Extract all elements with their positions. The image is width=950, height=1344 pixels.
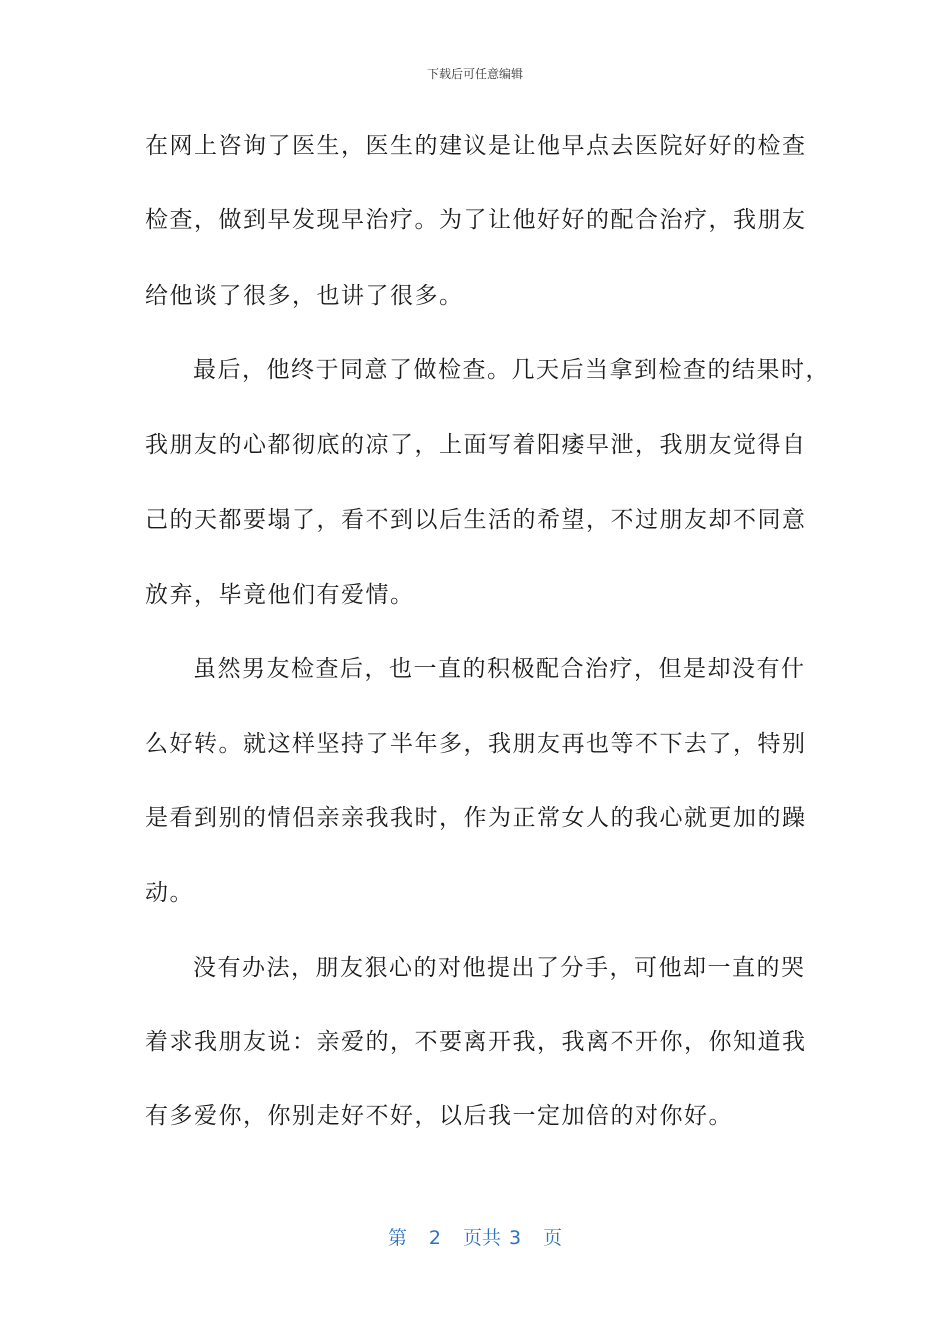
paragraph-4-line-3: 有多爱你，你别走好不好，以后我一定加倍的对你好。 [145, 1103, 733, 1129]
footer-total-pages: 3 [509, 1227, 522, 1249]
paragraph-2-line-3: 己的天都要塌了，看不到以后生活的希望，不过朋友却不同意 [145, 507, 807, 533]
paragraph-2-line-2: 我朋友的心都彻底的凉了，上面写着阳痿早泄，我朋友觉得自 [145, 432, 807, 458]
footer-prefix: 第 [387, 1227, 407, 1249]
paragraph-1-line-1: 在网上咨询了医生，医生的建议是让他早点去医院好好的检查 [145, 133, 807, 159]
footer-middle: 页共 [462, 1227, 501, 1249]
footer-current-page: 2 [428, 1227, 441, 1249]
page-header: 下载后可任意编辑 [426, 67, 523, 81]
paragraph-1-line-3: 给他谈了很多，也讲了很多。 [145, 283, 464, 309]
footer-suffix: 页 [543, 1227, 563, 1249]
paragraph-3-line-2: 么好转。就这样坚持了半年多，我朋友再也等不下去了，特别 [145, 731, 807, 757]
paragraph-4-line-2: 着求我朋友说：亲爱的，不要离开我，我离不开你，你知道我 [145, 1029, 807, 1055]
paragraph-1-line-2: 检查，做到早发现早治疗。为了让他好好的配合治疗，我朋友 [145, 207, 807, 233]
paragraph-2-line-1: 最后，他终于同意了做检查。几天后当拿到检查的结果时， [193, 357, 830, 383]
paragraph-3-line-3: 是看到别的情侣亲亲我我时，作为正常女人的我心就更加的躁 [145, 805, 807, 831]
paragraph-2-line-4: 放弃，毕竟他们有爱情。 [145, 582, 415, 608]
paragraph-3-line-4: 动。 [145, 880, 194, 906]
page-footer [0, 1226, 950, 1250]
paragraph-4-line-1: 没有办法，朋友狠心的对他提出了分手，可他却一直的哭 [193, 955, 806, 981]
paragraph-3-line-1: 虽然男友检查后，也一直的积极配合治疗，但是却没有什 [193, 656, 806, 682]
